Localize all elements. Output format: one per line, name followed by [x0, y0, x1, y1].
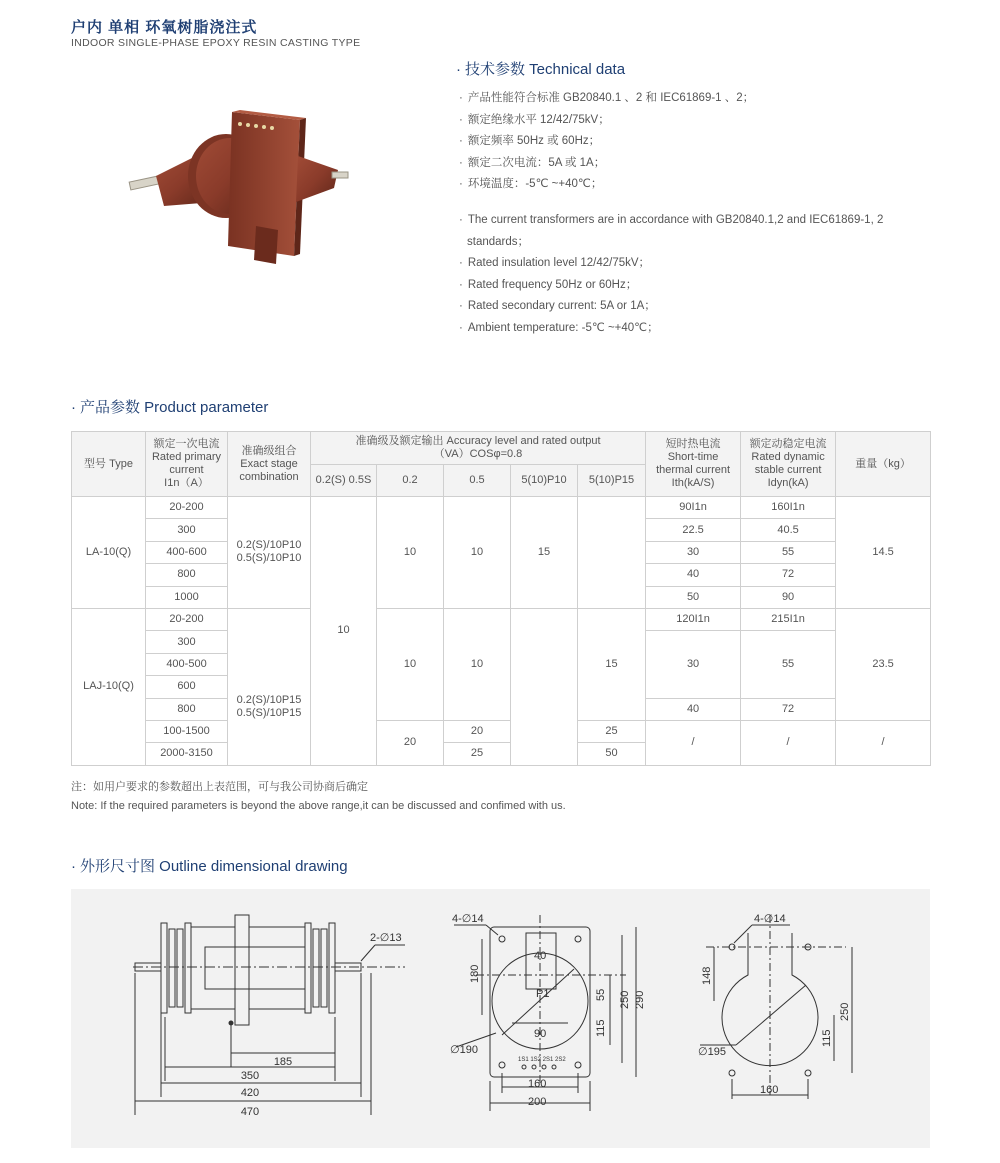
type-cell: LA-10(Q)	[72, 497, 146, 609]
header-acc-p15: 5(10)P15	[578, 465, 646, 497]
current-cell: 800	[146, 698, 228, 720]
acc-02-cell: 10	[377, 608, 444, 720]
current-cell: 600	[146, 676, 228, 698]
dim-160: 160	[528, 1078, 547, 1090]
header-exact-stage: 准确级组合 Exact stage combination	[228, 432, 311, 497]
dim-290: 290	[634, 990, 646, 1009]
combination-cell: 0.2(S)/10P10 0.5(S)/10P10	[228, 497, 311, 609]
front-dia-label: ∅190	[450, 1044, 478, 1056]
header-short-time: 短时热电流 Short-time thermal current Ith(kA/S)	[646, 432, 741, 497]
acc-p10-cell	[511, 608, 578, 765]
table-row	[72, 497, 931, 519]
dim-180: 180	[469, 964, 481, 983]
current-cell: 1000	[146, 586, 228, 608]
back-dim-148: 148	[701, 966, 713, 985]
current-cell: 300	[146, 519, 228, 541]
current-cell: 400-600	[146, 541, 228, 563]
back-dim-250: 250	[839, 1002, 851, 1021]
spec-item: · 环境温度：-5℃ ~+40℃；	[459, 178, 603, 191]
acc-05-cell: 25	[444, 743, 511, 765]
front-holes-label: 4-∅14	[452, 913, 484, 925]
ith-cell: 40	[646, 698, 741, 720]
weight-cell: 23.5	[836, 608, 931, 720]
idyn-cell: 160I1n	[741, 497, 836, 519]
table-row	[72, 720, 931, 742]
header-acc-02: 0.2	[377, 465, 444, 497]
current-cell: 20-200	[146, 497, 228, 519]
combination-cell: 0.2(S)/10P15 0.5(S)/10P15	[228, 608, 311, 765]
idyn-cell: 55	[741, 631, 836, 698]
header-acc-05: 0.5	[444, 465, 511, 497]
spec-item: · Rated insulation level 12/42/75kV；	[459, 257, 651, 270]
current-cell: 2000-3150	[146, 743, 228, 765]
acc-05-cell: 20	[444, 720, 511, 742]
acc-p15-cell	[578, 497, 646, 609]
technical-cn-list	[459, 88, 754, 196]
spec-item: · 产品性能符合标准 GB20840.1 、2 和 IEC61869-1 、2；	[459, 92, 755, 104]
back-dim-115: 115	[821, 1029, 833, 1047]
ith-cell: 22.5	[646, 519, 741, 541]
note-en: Note: If the required parameters is beyond the above range,it can be discussed and confimed with us.	[71, 800, 566, 812]
header-acc-02s: 0.2(S) 0.5S	[311, 465, 377, 497]
current-cell: 100-1500	[146, 720, 228, 742]
acc-05-cell: 10	[444, 608, 511, 720]
dim-350: 350	[240, 1070, 260, 1082]
current-cell: 20-200	[146, 608, 228, 630]
idyn-cell: 90	[741, 586, 836, 608]
dim-90: 90	[534, 1028, 547, 1040]
technical-en-list	[459, 210, 883, 340]
ith-cell: 50	[646, 586, 741, 608]
back-holes-label: 4-∅14	[754, 913, 786, 925]
dim-185: 185	[273, 1056, 293, 1068]
technical-heading: · 技术参数 Technical data	[456, 61, 626, 78]
idyn-cell: 40.5	[741, 519, 836, 541]
spec-item: · The current transformers are in accordance with GB20840.1,2 and IEC61869-1, 2	[459, 214, 884, 226]
spec-item: · 额定频率 50Hz 或 60Hz；	[459, 135, 601, 148]
weight-cell: 14.5	[836, 497, 931, 609]
acc-02s-cell: 10	[311, 497, 377, 766]
spec-item-continued: standards；	[467, 235, 530, 248]
idyn-cell: 72	[741, 698, 836, 720]
ith-cell: 40	[646, 564, 741, 586]
current-cell: 300	[146, 631, 228, 653]
acc-02-cell: 10	[377, 497, 444, 609]
table-row	[72, 608, 931, 630]
acc-p15-cell: 50	[578, 743, 646, 765]
p1-label: P1	[536, 988, 550, 1000]
note-cn: 注：如用户要求的参数超出上表范围，可与我公司协商后确定	[71, 781, 368, 793]
weight-cell: /	[836, 720, 931, 765]
dim-250: 250	[619, 990, 631, 1009]
dim-200: 200	[528, 1096, 547, 1108]
header-dynamic: 额定动稳定电流 Rated dynamic stable current Idyn(kA)	[741, 432, 836, 497]
back-view-drawing	[696, 905, 866, 1105]
dim-40: 40	[534, 950, 547, 962]
dim-420: 420	[240, 1087, 260, 1099]
idyn-cell: /	[741, 720, 836, 765]
acc-p15-cell: 15	[578, 608, 646, 720]
terminal-labels: 1S1 1S2 2S1 2S2	[518, 1057, 566, 1063]
acc-p15-cell: 25	[578, 720, 646, 742]
spec-item: · 额定二次电流：5A 或 1A；	[459, 156, 606, 169]
header-rated-primary: 额定一次电流 Rated primary current I1n（A）	[146, 432, 228, 497]
dim-470: 470	[240, 1106, 260, 1118]
ith-cell: /	[646, 720, 741, 765]
product-parameter-table	[71, 431, 931, 766]
spec-item: · Rated frequency 50Hz or 60Hz；	[459, 278, 638, 291]
page-subtitle: INDOOR SINGLE-PHASE EPOXY RESIN CASTING TYPE	[71, 37, 361, 49]
header-acc-p10: 5(10)P10	[511, 465, 578, 497]
current-cell: 800	[146, 564, 228, 586]
idyn-cell: 55	[741, 541, 836, 563]
idyn-cell: 72	[741, 564, 836, 586]
dim-115: 115	[595, 1019, 607, 1037]
back-dia-label: ∅195	[698, 1046, 726, 1058]
type-cell: LAJ-10(Q)	[72, 608, 146, 765]
ith-cell: 120I1n	[646, 608, 741, 630]
outline-heading: · 外形尺寸图 Outline dimensional drawing	[71, 858, 348, 875]
product-heading: · 产品参数 Product parameter	[71, 399, 269, 416]
side-view-drawing	[125, 905, 415, 1120]
side-hole-label: 2-∅13	[370, 932, 402, 944]
page-title: 户内 单相 环氧树脂浇注式	[71, 19, 258, 36]
front-view-drawing	[446, 905, 656, 1115]
dim-55: 55	[595, 988, 607, 1001]
header-type: 型号 Type	[72, 432, 146, 497]
header-accuracy: 准确级及额定输出 Accuracy level and rated output （VA）COSφ=0.8	[311, 432, 646, 465]
current-cell: 400-500	[146, 653, 228, 675]
acc-02-cell: 20	[377, 720, 444, 765]
ith-cell: 90I1n	[646, 497, 741, 519]
acc-05-cell: 10	[444, 497, 511, 609]
spec-item: · 额定绝缘水平 12/42/75kV；	[459, 113, 610, 126]
header-weight: 重量（kg）	[836, 432, 931, 497]
product-photo	[128, 106, 352, 268]
spec-item: · Rated secondary current: 5A or 1A；	[459, 300, 656, 313]
acc-p10-cell: 15	[511, 497, 578, 609]
ith-cell: 30	[646, 631, 741, 698]
idyn-cell: 215I1n	[741, 608, 836, 630]
spec-item: · Ambient temperature: -5℃ ~+40℃；	[459, 321, 659, 334]
ith-cell: 30	[646, 541, 741, 563]
back-dim-160: 160	[760, 1084, 779, 1096]
